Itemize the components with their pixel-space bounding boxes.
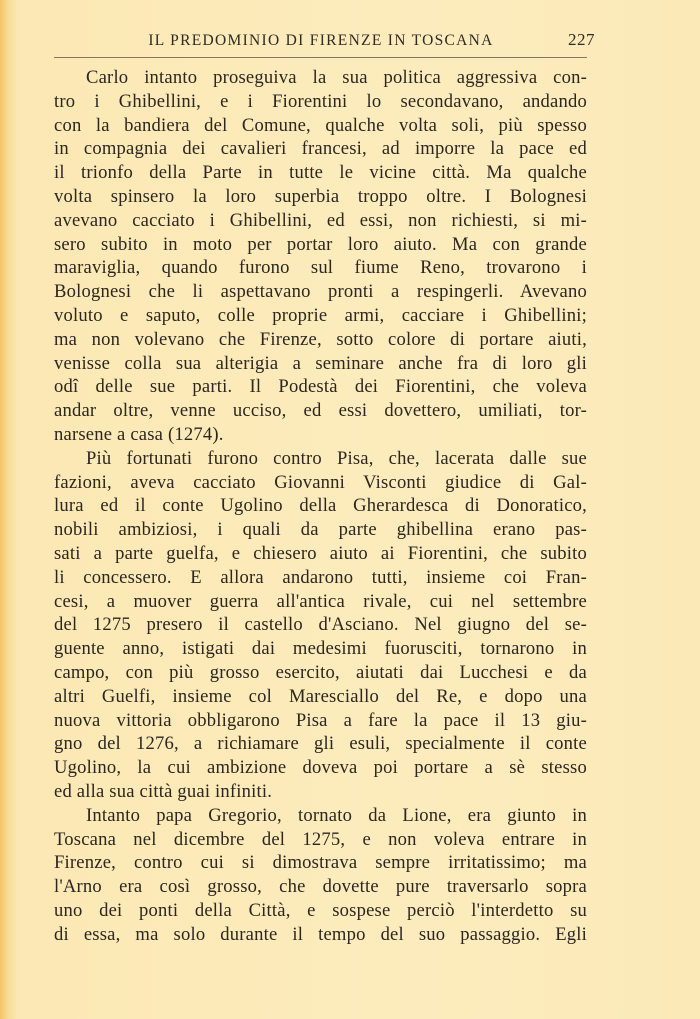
text-line: ma non volevano che Firenze, sotto colore di portare aiuti, — [54, 328, 587, 350]
text-line: del 1275 presero il castello d'Asciano. Nel giugno del se- — [54, 614, 587, 636]
body-text — [54, 66, 587, 946]
text-line: voluto e saputo, colle proprie armi, cacciare i Ghibellini; — [54, 304, 587, 326]
text-line: Più fortunati furono contro Pisa, che, lacerata dalle sue — [86, 447, 587, 469]
text-line: nobili ambiziosi, i quali da parte ghibellina erano pas- — [54, 519, 587, 541]
text-line: Carlo intanto proseguiva la sua politica aggressiva con- — [86, 67, 587, 88]
text-line: lura ed il conte Ugolino della Gherardesca di Donoratico, — [54, 495, 587, 517]
text-line: sero subito in moto per portar loro aiuto. Ma con grande — [54, 233, 587, 255]
text-line: Toscana nel dicembre del 1275, e non voleva entrare in — [54, 828, 587, 850]
page-number: 227 — [568, 30, 595, 49]
header-rule — [54, 57, 587, 58]
text-line: li concessero. E allora andarono tutti, insieme coi Fran- — [54, 566, 587, 588]
text-line: Intanto papa Gregorio, tornato da Lione, era giunto in — [86, 804, 587, 826]
text-line: Firenze, contro cui si dimostrava sempre irritatissimo; ma — [54, 852, 587, 874]
text-line: andar oltre, venne ucciso, ed essi dovettero, umiliati, tor- — [54, 400, 587, 422]
text-line: tro i Ghibellini, e i Fiorentini lo secondavano, andando — [54, 90, 587, 112]
text-line: gno del 1276, a richiamare gli esuli, specialmente il conte — [54, 733, 587, 755]
text-line: nuova vittoria obbligarono Pisa a fare la pace il 13 giu- — [54, 709, 587, 731]
page-header — [54, 30, 588, 58]
text-line: altri Guelfi, insieme col Maresciallo del Re, e dopo una — [54, 685, 587, 707]
text-line: narsene a casa (1274). — [54, 423, 224, 445]
text-line: Ugolino, la cui ambizione doveva poi portare a sè stesso — [54, 757, 587, 779]
text-line: guente anno, istigati dai medesimi fuorusciti, tornarono in — [54, 638, 587, 660]
text-line: sati a parte guelfa, e chiesero aiuto ai Fiorentini, che subito — [54, 542, 587, 564]
text-line: uno dei ponti della Città, e sospese perciò l'interdetto su — [54, 899, 587, 921]
text-line: l'Arno era così grosso, che dovette pure traversarlo sopra — [54, 876, 587, 898]
running-head: IL PREDOMINIO DI FIRENZE IN TOSCANA — [148, 32, 494, 49]
text-line: venisse colla sua alterigia a seminare anche fra di loro gli — [54, 352, 587, 374]
text-line: odî delle sue parti. Il Podestà dei Fiorentini, che voleva — [54, 376, 587, 398]
text-line: fazioni, aveva cacciato Giovanni Visconti giudice di Gal- — [54, 471, 587, 493]
text-line: il trionfo della Parte in tutte le vicine città. Ma qualche — [54, 162, 587, 184]
text-line: campo, con più grosso esercito, aiutati dai Lucchesi e da — [54, 661, 587, 683]
text-line: in compagnia dei cavalieri francesi, ad imporre la pace ed — [54, 138, 587, 160]
text-line: volta spinsero la loro superbia troppo oltre. I Bolognesi — [54, 185, 587, 207]
text-line: cesi, a muover guerra all'antica rivale, cui nel settembre — [54, 590, 587, 612]
text-line: Bolognesi che li aspettavano pronti a respingerli. Avevano — [54, 281, 587, 303]
text-line: di essa, ma solo durante il tempo del suo passaggio. Egli — [54, 923, 587, 945]
text-line: con la bandiera del Comune, qualche volta soli, più spesso — [54, 114, 587, 136]
text-line: avevano cacciato i Ghibellini, ed essi, non richiesti, si mi- — [54, 209, 587, 231]
text-line: ed alla sua città guai infiniti. — [54, 780, 273, 802]
text-line: maraviglia, quando furono sul fiume Reno, trovarono i — [54, 257, 587, 279]
